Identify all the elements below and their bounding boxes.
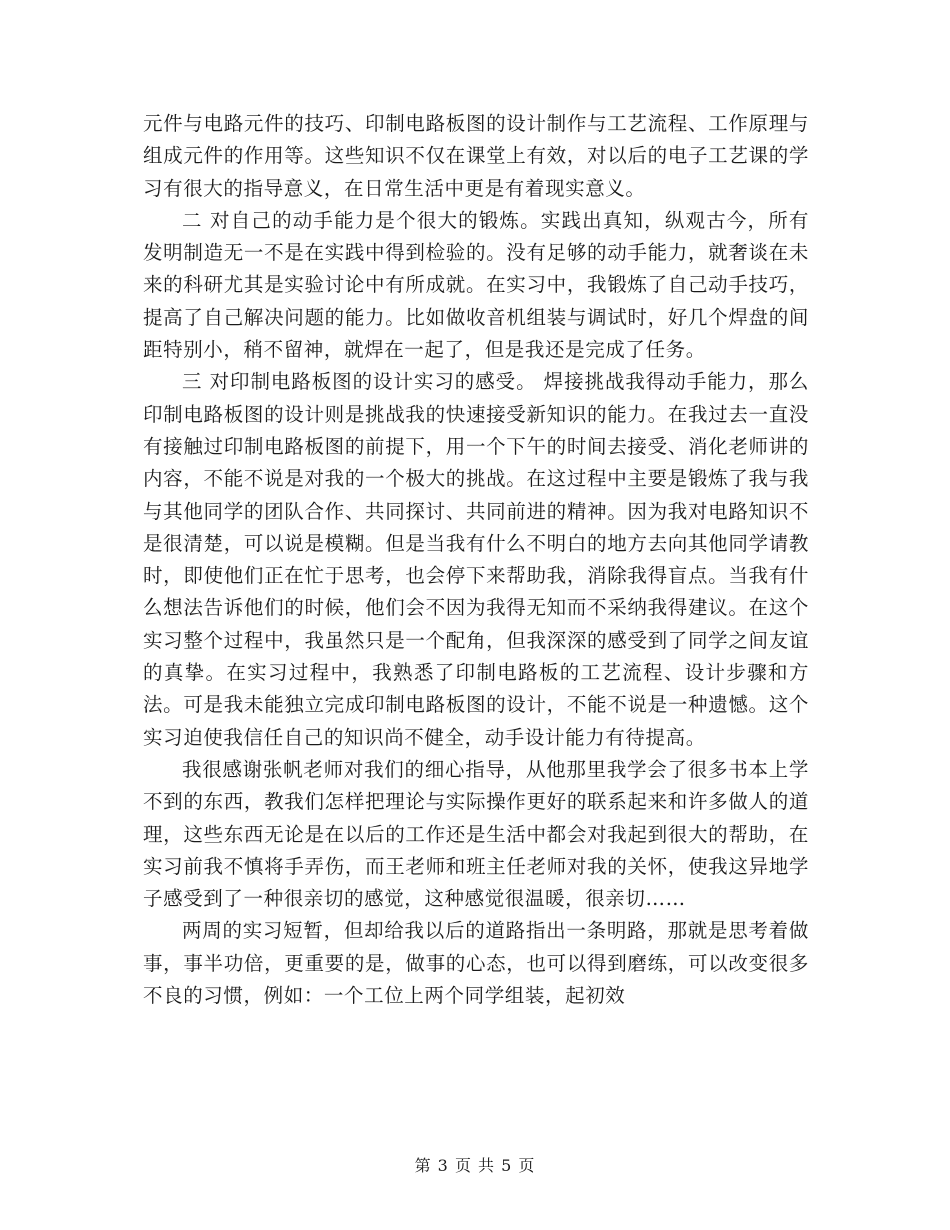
paragraph-4: 我很感谢张帆老师对我们的细心指导，从他那里我学会了很多书本上学不到的东西，教我们怎样把理论与实际操作更好的联系起来和许多做人的道理，这些东西无论是在以后的工作还是生活中都会对我起到很大的帮助，在实习前我不慎将手弄伤，而王老师和班主任老师对我的关怀，使我这异地学子感受到了一种很亲切的感觉，这种感觉很温暖，很亲切…… bbox=[143, 757, 809, 911]
paragraph-1: 元件与电路元件的技巧、印制电路板图的设计制作与工艺流程、工作原理与组成元件的作用等。这些知识不仅在课堂上有效，对以后的电子工艺课的学习有很大的指导意义，在日常生活中更是有着现实意义。 bbox=[143, 112, 809, 200]
paragraph-5: 两周的实习短暂，但却给我以后的道路指出一条明路，那就是思考着做事，事半功倍，更重要的是，做事的心态，也可以得到磨练，可以改变很多不良的习惯，例如：一个工位上两个同学组装，起初效 bbox=[143, 919, 809, 1008]
paragraph-3: 三 对印制电路板图的设计实习的感受。 焊接挑战我得动手能力，那么印制电路板图的设计则是挑战我的快速接受新知识的能力。在我过去一直没有接触过印制电路板图的前提下，用一个下午的时间去接受、消化老师讲的内容，不能不说是对我的一个极大的挑战。在这过程中主要是锻炼了我与我与其他同学的团队合作、共同探讨、共同前进的精神。因为我对电路知识不是很清楚，可以说是模糊。但是当我有什么不明白的地方去向其他同学请教时，即使他们正在忙于思考，也会停下来帮助我，消除我得盲点。当我有什么想法告诉他们的时候，他们会不因为我得无知而不采纳我得建议。在这个实习整个过程中，我虽然只是一个配角，但我深深的感受到了同学之间友谊的真挚。在实习过程中，我熟悉了印制电路板的工艺流程、设计步骤和方法。可是我未能独立完成印制电路板图的设计，不能不说是一种遗憾。这个实习迫使我信任自己的知识尚不健全，动手设计能力有待提高。 bbox=[143, 370, 809, 749]
document-body bbox=[143, 108, 809, 1012]
paragraph-2: 二 对自己的动手能力是个很大的锻炼。实践出真知，纵观古今，所有发明制造无一不是在实践中得到检验的。没有足够的动手能力，就奢谈在未来的科研尤其是实验讨论中有所成就。在实习中，我锻炼了自己动手技巧，提高了自己解决问题的能力。比如做收音机组装与调试时，好几个焊盘的间距特别小，稍不留神，就焊在一起了，但是我还是完成了任务。 bbox=[143, 208, 809, 362]
page-number-footer: 第 3 页 共 5 页 bbox=[414, 1156, 536, 1175]
